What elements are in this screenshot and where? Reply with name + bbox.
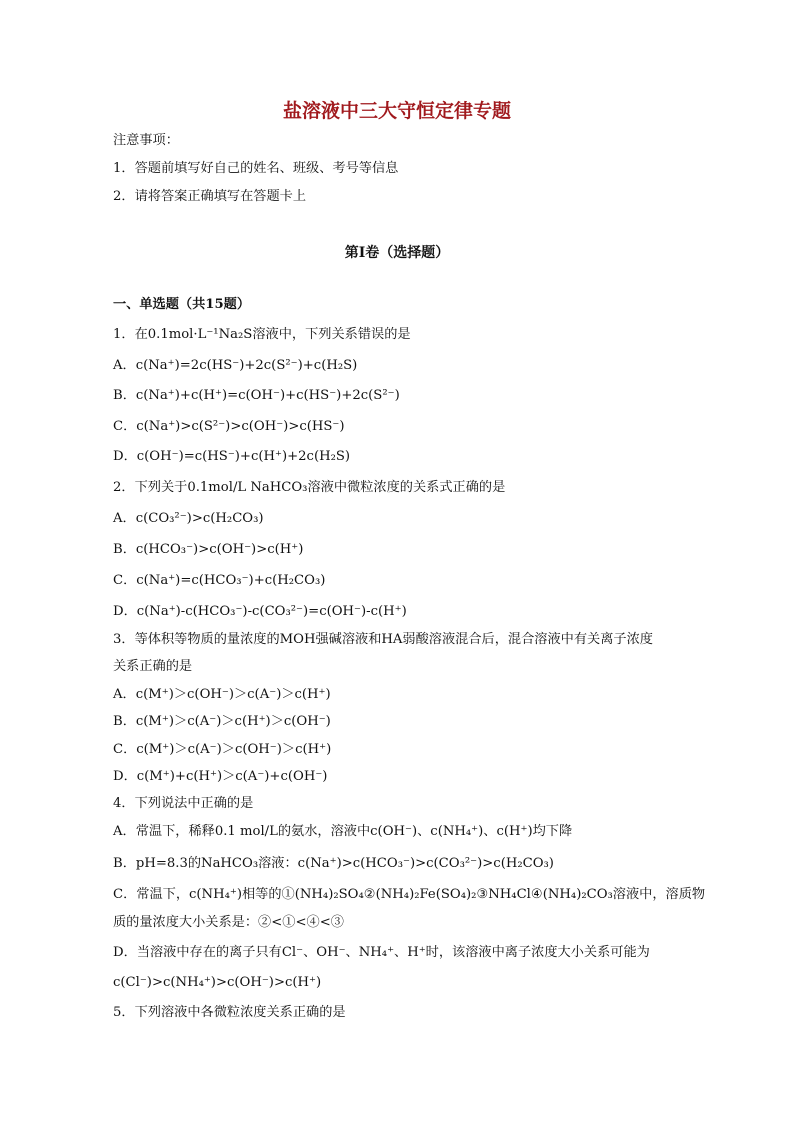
option-line: B．c(Na⁺)+c(H⁺)=c(OH⁻)+c(HS⁻)+2c(S²⁻) [113,388,400,403]
option-line: B．c(HCO₃⁻)>c(OH⁻)>c(H⁺) [113,542,304,557]
note-item: 1．答题前填写好自己的姓名、班级、考号等信息 [113,161,399,176]
option-line: A．c(CO₃²⁻)>c(H₂CO₃) [113,511,264,526]
option-line-continued: 质的量浓度大小关系是：②<①<④<③ [113,915,344,930]
option-line: D．c(Na⁺)-c(HCO₃⁻)-c(CO₃²⁻)=c(OH⁻)-c(H⁺) [113,604,407,619]
option-line: A．c(M⁺)＞c(OH⁻)＞c(A⁻)＞c(H⁺) [113,687,331,702]
note-item: 2．请将答案正确填写在答题卡上 [113,189,307,204]
question-stem: 5．下列溶液中各微粒浓度关系正确的是 [113,1005,346,1020]
part-heading: 一、单选题（共15题） [113,297,251,312]
notes-heading: 注意事项： [113,133,179,148]
option-line: D．c(M⁺)+c(H⁺)＞c(A⁻)+c(OH⁻) [113,769,328,784]
option-line: D．c(OH⁻)=c(HS⁻)+c(H⁺)+2c(H₂S) [113,449,351,464]
question-stem-continued: 关系正确的是 [113,659,193,674]
option-line: B．c(M⁺)＞c(A⁻)＞c(H⁺)＞c(OH⁻) [113,714,331,729]
question-stem: 3．等体积等物质的量浓度的MOH强碱溶液和HA弱酸溶液混合后，混合溶液中有关离子浓度 [113,632,653,647]
question-stem: 4．下列说法中正确的是 [113,796,254,811]
option-line: D．当溶液中存在的离子只有Cl⁻、OH⁻、NH₄⁺、H⁺时，该溶液中离子浓度大小关系可能为 [113,945,650,960]
document-title: 盐溶液中三大守恒定律专题 [282,100,511,122]
option-line-continued: c(Cl⁻)>c(NH₄⁺)>c(OH⁻)>c(H⁺) [113,975,322,990]
question-stem: 1．在0.1mol·L⁻¹Na₂S溶液中，下列关系错误的是 [113,327,411,342]
option-line: B．pH=8.3的NaHCO₃溶液：c(Na⁺)>c(HCO₃⁻)>c(CO₃²⁻)>c(H₂CO₃) [113,856,554,871]
option-line: C．c(Na⁺)>c(S²⁻)>c(OH⁻)>c(HS⁻) [113,419,345,434]
option-line: A．c(Na⁺)=2c(HS⁻)+2c(S²⁻)+c(H₂S) [113,358,358,373]
option-line: A．常温下，稀释0.1 mol/L的氨水，溶液中c(OH⁻)、c(NH₄⁺)、c(H⁺)均下降 [113,824,573,839]
option-line: C．c(M⁺)＞c(A⁻)＞c(OH⁻)＞c(H⁺) [113,742,332,757]
option-line: C．常温下，c(NH₄⁺)相等的①(NH₄)₂SO₄②(NH₄)₂Fe(SO₄)₂③NH₄Cl④(NH₄)₂CO₃溶液中，溶质物 [113,887,706,902]
question-stem: 2．下列关于0.1mol/L NaHCO₃溶液中微粒浓度的关系式正确的是 [113,480,506,495]
option-line: C．c(Na⁺)=c(HCO₃⁻)+c(H₂CO₃) [113,573,326,588]
section-title: 第I卷（选择题） [344,245,450,261]
